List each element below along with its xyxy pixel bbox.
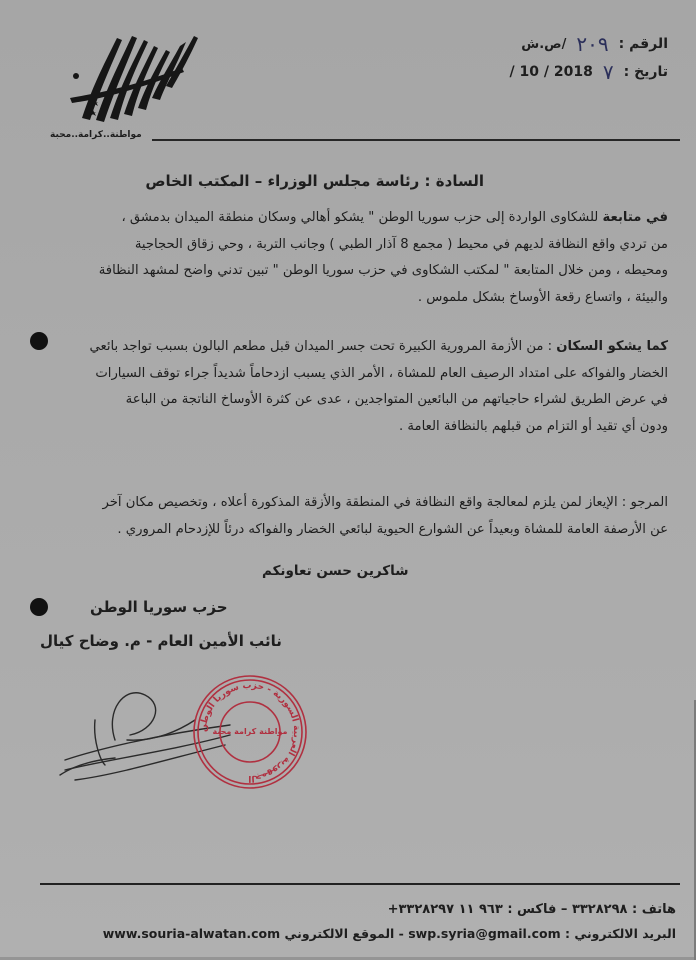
closing-thanks: شاكرين حسن تعاونكم xyxy=(262,563,409,579)
footer-contact-phone xyxy=(388,902,676,917)
footer-contact-web xyxy=(103,926,676,941)
stamp-inner-text: مواطنة كرامة محبة xyxy=(212,727,288,736)
paragraph-line: عن الأرصفة العامة للمشاة وبعيداً عن الشوارع الحيوية لبائعي الخضار والفواكه درئاً للإزدحام المروري . xyxy=(117,521,668,537)
footer-divider xyxy=(40,883,680,885)
logo-tagline: مواطنة..كرامة..محبة xyxy=(50,130,142,140)
paragraph-line: في عرض الطريق لشراء حاجياتهم من البائعين المتواجدين ، عدى عن كثرة الأوساخ الناتجة من الباعة xyxy=(125,392,668,407)
reference-number-row xyxy=(468,30,668,58)
date-month-year: / 10 / 2018 xyxy=(509,64,593,80)
phone-number: ٣٣٢٨٢٩٨ xyxy=(571,902,628,917)
paragraph-line: المرجو : الإيعاز لمن يلزم لمعالجة واقع النظافة في المنطقة والأزقة المذكورة أعلاه ، وتخصيص مكان آخر xyxy=(102,495,668,510)
punch-hole xyxy=(30,598,48,616)
punch-hole xyxy=(30,332,48,350)
paragraph-complaint xyxy=(28,205,668,311)
signature-party: حزب سوريا الوطن xyxy=(90,598,228,616)
paragraph-request xyxy=(28,490,668,543)
paragraph-line: في متابعة للشكاوى الواردة إلى حزب سوريا الوطن " يشكو أهالي وسكان منطقة الميدان بدمشق ، xyxy=(121,210,668,225)
paragraph-line: ومحيطه ، ومن خلال المتابعة " لمكتب الشكاوى في حزب سوريا الوطن " تبين تدني واضح لمشهد النظافة xyxy=(98,263,668,278)
reference-suffix: /ص.ش xyxy=(521,36,567,52)
paragraph-line: الخضار والفواكه على امتداد الرصيف العام للمشاة ، الأمر الذي يسبب ازدحاماً شديداً جراء توقف السيارات xyxy=(95,365,668,381)
official-stamp xyxy=(190,672,310,792)
reference-label: الرقم : xyxy=(618,36,668,52)
party-logo xyxy=(62,28,202,124)
website-label: - الموقع الالكتروني xyxy=(284,926,404,941)
paragraph-line: والبيئة ، واتساع رقعة الأوساخ بشكل ملموس . xyxy=(417,289,668,305)
paragraph-lead: في متابعة xyxy=(602,210,668,225)
phone-label: هاتف : xyxy=(632,902,676,917)
date-day: ٧ xyxy=(602,60,614,84)
paragraph-line xyxy=(28,334,668,361)
reference-number: ٢٠٩ xyxy=(576,32,609,56)
website-link[interactable]: www.souria-alwatan.com xyxy=(102,926,281,941)
paragraph-lead: كما يشكو السكان xyxy=(556,339,668,354)
signature-title: نائب الأمين العام - م. وضاح كيال xyxy=(40,632,282,650)
email-link[interactable]: swp.syria@gmail.com xyxy=(408,926,561,941)
fax-label: – فاكس : xyxy=(507,902,568,917)
paragraph-line-text: : من الأزمة المرورية الكبيرة تحت جسر الميدان قبل مطعم البالون بسبب تواجد بائعي xyxy=(89,339,553,354)
paragraph-line: من تردي واقع النظافة لديهم في محيط ( مجمع 8 آذار الطبي ) وجانب التربة ، وحي زقاق الحجاجية xyxy=(134,236,668,252)
reference-block xyxy=(468,30,668,90)
addressee: السادة : رئاسة مجلس الوزراء – المكتب الخاص xyxy=(145,172,484,190)
fax-number: +٩٦٣ ١١ ٣٣٢٨٢٩٧ xyxy=(387,902,503,917)
header-divider xyxy=(152,139,680,141)
date-label: تاريخ : xyxy=(623,64,668,80)
email-label: البريد الالكتروني : xyxy=(564,926,676,941)
paragraph-line: ودون أي تقيد أو التزام من قبلهم بالنظافة العامة . xyxy=(399,418,668,434)
date-row xyxy=(468,58,668,86)
paragraph-traffic xyxy=(28,334,668,440)
stamp-outer-text: الجمهورية العربية السورية - حزب سوريا الوطن xyxy=(198,680,302,784)
